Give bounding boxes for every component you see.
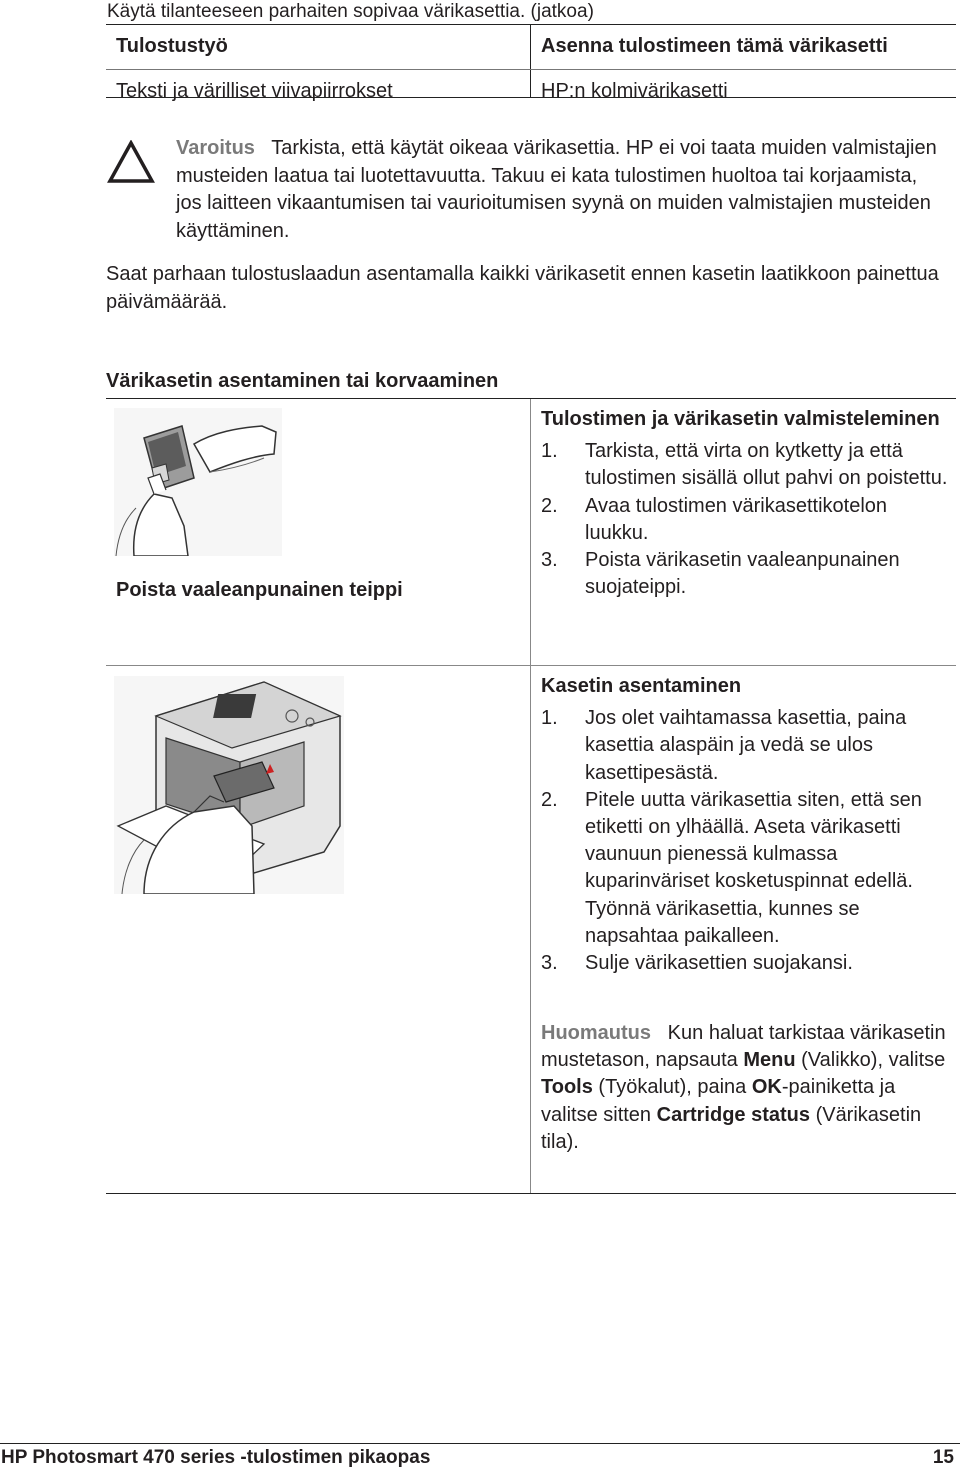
tools-term: Tools (541, 1076, 593, 1099)
table-cell-job: Teksti ja värilliset viivapiirrokset (116, 80, 393, 102)
table-row-divider (106, 69, 956, 70)
cartridge-status-term: Cartridge status (656, 1103, 810, 1126)
list-item: 2. Pitele uutta värikasettia siten, että sen etiketti on ylhäällä. Aseta värikasetti vaunuun pienessä kulmassa kuparinväriset kosketuspinnat edellä. Työnnä värikasettia, kunnes se napsahtaa paikalleen. (541, 788, 922, 947)
table-header-job: Tulostustyö (116, 35, 228, 57)
note-box: Huomautus Kun haluat tarkistaa värikasetin mustetason, napsauta Menu (Valikko), valitse Tools (Työkalut), paina OK-painiketta ja valitse sitten Cartridge status (Värikasetin tila). (541, 1022, 946, 1153)
printer-cartridge-illustration (114, 676, 344, 894)
warning-label: Varoitus (176, 137, 255, 159)
warning-triangle-icon (107, 140, 155, 184)
table-column-divider (530, 25, 531, 97)
warning-notice (176, 135, 946, 245)
list-item: 2. Avaa tulostimen värikasettikotelon luukku. (541, 494, 888, 544)
remove-tape-illustration (114, 408, 282, 556)
ok-term: OK (751, 1076, 782, 1099)
install-table-row-divider (106, 665, 956, 666)
page-number: 15 (932, 1447, 954, 1468)
footer-title: HP Photosmart 470 series -tulostimen pikaopas (1, 1447, 431, 1468)
install-table-column-divider (530, 399, 531, 1193)
prepare-steps (541, 438, 951, 601)
menu-term: Menu (743, 1049, 796, 1072)
install-section (541, 673, 951, 977)
image-caption: Poista vaaleanpunainen teippi (116, 579, 403, 601)
list-item: 3. Sulje värikasettien suojakansi. (541, 952, 853, 975)
footer-rule (0, 1443, 960, 1444)
table-caption: Käytä tilanteeseen parhaiten sopivaa värikasettia. (jatkoa) (107, 1, 594, 22)
prepare-title: Tulostimen ja värikasetin valmisteleminen (541, 408, 940, 430)
list-item: 1. Tarkista, että virta on kytketty ja että tulostimen sisällä ollut pahvi on poistettu. (541, 440, 948, 490)
section-title: Värikasetin asentaminen tai korvaaminen (106, 370, 499, 392)
list-item: 3. Poista värikasetin vaaleanpunainen suojateippi. (541, 549, 900, 599)
print-quality-paragraph: Saat parhaan tulostuslaadun asentamalla kaikki värikasetit ennen kasetin laatikkoon painettua päivämäärää. (106, 263, 939, 313)
table-header-cartridge: Asenna tulostimeen tämä värikasetti (541, 35, 888, 57)
warning-text: Tarkista, että käytät oikeaa värikasettia. HP ei voi taata muiden valmistajien musteiden laatua tai luotettavuutta. Takuu ei kata tulostimen huoltoa tai korjaamista, jos laitteen vikaantumisen tai vaurioitumisen syynä on muiden valmistajien musteiden käyttäminen. (176, 137, 937, 242)
list-item: 1. Jos olet vaihtamassa kasettia, paina kasettia alaspäin ja vedä se ulos kasettipesästä. (541, 707, 907, 784)
table-cell-cartridge: HP:n kolmivärikasetti (541, 80, 728, 102)
note-label: Huomautus (541, 1022, 651, 1044)
install-steps (541, 705, 951, 977)
install-title: Kasetin asentaminen (541, 675, 742, 697)
prepare-section (541, 406, 951, 601)
cartridge-table (106, 24, 956, 102)
